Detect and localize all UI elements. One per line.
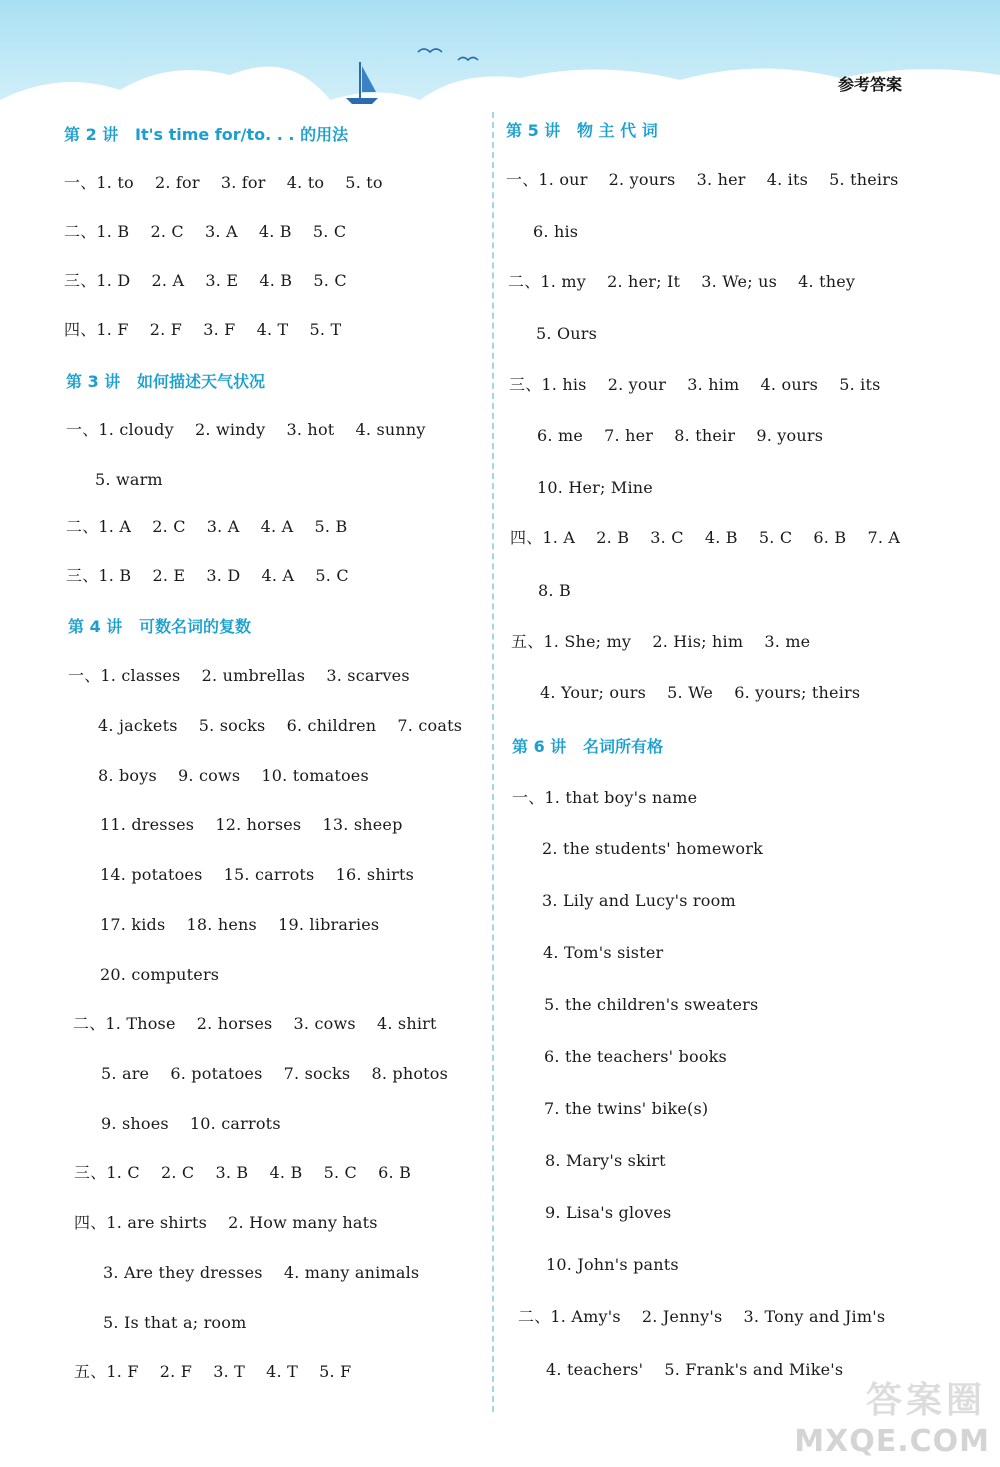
answer-line: 5. Is that a; room <box>103 1313 247 1332</box>
answer-line: 五、1. F 2. F 3. T 4. T 5. F <box>74 1362 352 1381</box>
answer-line: 9. shoes 10. carrots <box>101 1114 281 1133</box>
answer-line: 3. Lily and Lucy's room <box>542 891 736 910</box>
header-sky-banner <box>0 0 1000 115</box>
section-heading: 第 2 讲 It's time for/to. . . 的用法 <box>64 125 349 144</box>
answer-line: 二、1. my 2. her; It 3. We; us 4. they <box>508 272 856 291</box>
answer-line: 二、1. Those 2. horses 3. cows 4. shirt <box>73 1014 437 1033</box>
answer-line: 三、1. D 2. A 3. E 4. B 5. C <box>64 271 347 290</box>
section-heading: 第 3 讲 如何描述天气状况 <box>66 372 265 391</box>
answer-line: 四、1. are shirts 2. How many hats <box>74 1213 378 1232</box>
answer-line: 5. warm <box>95 470 163 489</box>
answer-line: 8. boys 9. cows 10. tomatoes <box>98 766 369 785</box>
answer-line: 5. are 6. potatoes 7. socks 8. photos <box>101 1064 449 1083</box>
section-heading: 第 6 讲 名词所有格 <box>512 737 663 756</box>
answer-line: 6. his <box>533 222 579 241</box>
answer-line: 7. the twins' bike(s) <box>544 1099 709 1118</box>
page-header-title: 参考答案 <box>837 75 902 94</box>
answer-line: 6. me 7. her 8. their 9. yours <box>537 426 824 445</box>
column-divider <box>492 112 494 1412</box>
answer-line: 20. computers <box>100 965 220 984</box>
answer-line: 5. Ours <box>536 324 598 343</box>
answer-line: 10. Her; Mine <box>537 478 653 497</box>
section-heading: 第 5 讲 物 主 代 词 <box>506 121 658 140</box>
answer-line: 一、1. that boy's name <box>512 788 698 807</box>
answer-line: 11. dresses 12. horses 13. sheep <box>100 815 403 834</box>
answer-line: 三、1. B 2. E 3. D 4. A 5. C <box>66 566 349 585</box>
answer-line: 8. B <box>538 581 571 600</box>
watermark-logo: 答案圈 <box>865 1380 986 1421</box>
answer-line: 3. Are they dresses 4. many animals <box>103 1263 420 1282</box>
watermark-url: MXQE.COM <box>794 1424 990 1459</box>
answer-line: 四、1. A 2. B 3. C 4. B 5. C 6. B 7. A <box>510 528 901 547</box>
answer-line: 17. kids 18. hens 19. libraries <box>100 915 380 934</box>
answer-line: 二、1. Amy's 2. Jenny's 3. Tony and Jim's <box>518 1307 886 1326</box>
answer-line: 二、1. B 2. C 3. A 4. B 5. C <box>64 222 347 241</box>
answer-line: 一、1. cloudy 2. windy 3. hot 4. sunny <box>66 420 426 439</box>
answer-line: 2. the students' homework <box>542 839 763 858</box>
answer-line: 四、1. F 2. F 3. F 4. T 5. T <box>64 320 342 339</box>
answer-line: 14. potatoes 15. carrots 16. shirts <box>100 865 415 884</box>
answer-line: 4. jackets 5. socks 6. children 7. coats <box>98 716 463 735</box>
section-heading: 第 4 讲 可数名词的复数 <box>68 617 251 636</box>
answer-line: 三、1. C 2. C 3. B 4. B 5. C 6. B <box>74 1163 412 1182</box>
answer-line: 一、1. our 2. yours 3. her 4. its 5. theirs <box>506 170 899 189</box>
answer-line: 8. Mary's skirt <box>545 1151 666 1170</box>
answer-line: 4. Your; ours 5. We 6. yours; theirs <box>540 683 861 702</box>
answer-line: 4. teachers' 5. Frank's and Mike's <box>546 1360 844 1379</box>
answer-line: 二、1. A 2. C 3. A 4. A 5. B <box>66 517 348 536</box>
answer-line: 三、1. his 2. your 3. him 4. ours 5. its <box>509 375 881 394</box>
answer-line: 5. the children's sweaters <box>544 995 759 1014</box>
answer-line: 4. Tom's sister <box>543 943 664 962</box>
answer-line: 五、1. She; my 2. His; him 3. me <box>511 632 811 651</box>
answer-line: 6. the teachers' books <box>544 1047 727 1066</box>
answer-line: 一、1. classes 2. umbrellas 3. scarves <box>68 666 410 685</box>
answer-line: 一、1. to 2. for 3. for 4. to 5. to <box>64 173 383 192</box>
answer-line: 10. John's pants <box>546 1255 679 1274</box>
answer-line: 9. Lisa's gloves <box>545 1203 672 1222</box>
